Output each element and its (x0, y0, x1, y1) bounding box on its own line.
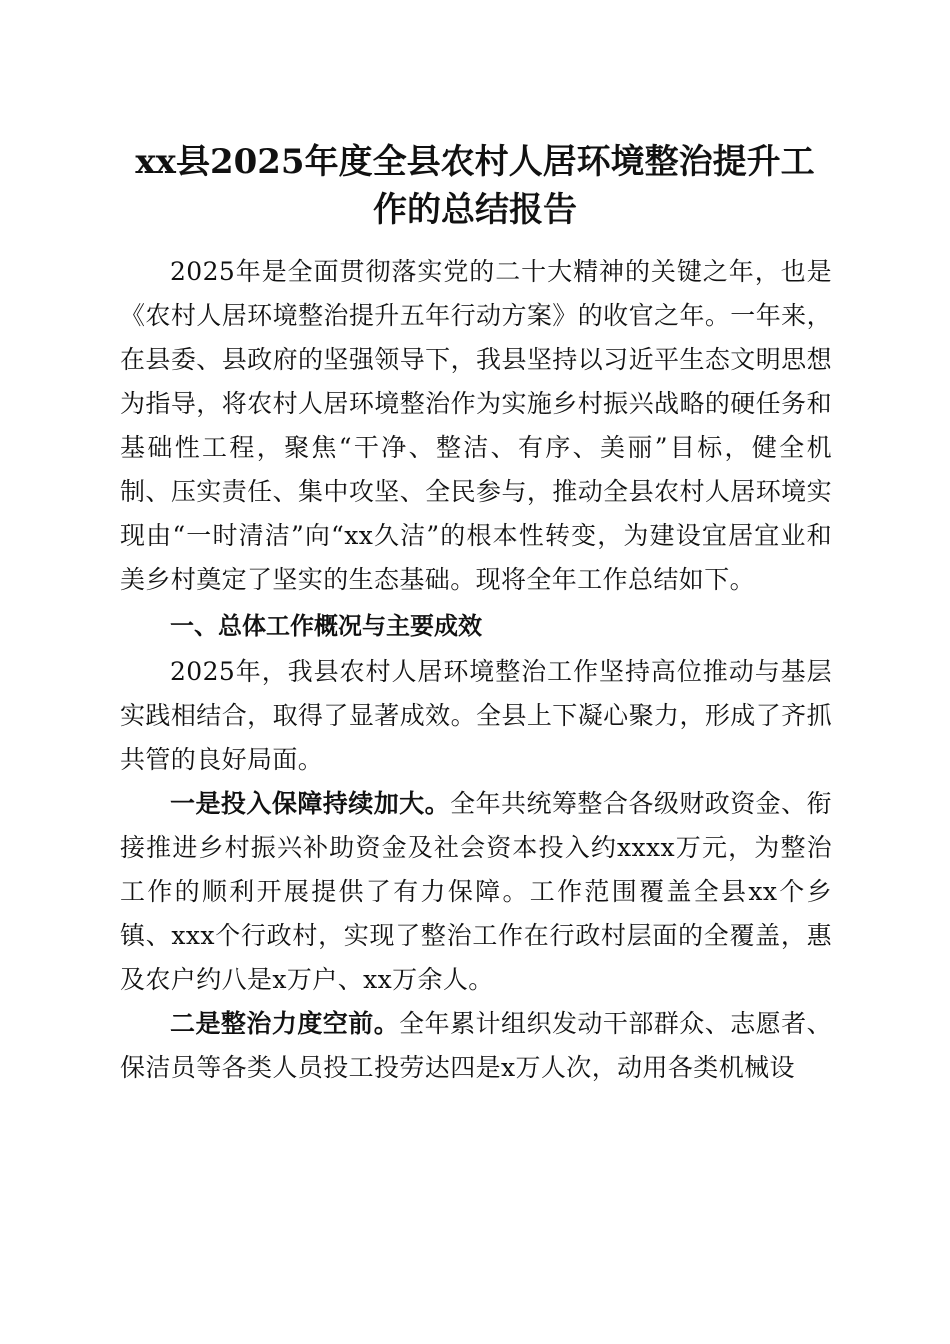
point-1-lead: 一是投入保障持续加大。 (170, 789, 451, 818)
document-title (100, 138, 850, 234)
title-line-1: xx县2025年度全县农村人居环境整治提升工 (135, 142, 815, 182)
section-1-paragraph: 2025年，我县农村人居环境整治工作坚持高位推动与基层实践相结合，取得了显著成效。全县上下凝心聚力，形成了齐抓共管的良好局面。 (120, 657, 832, 774)
section-1-heading: 一、总体工作概况与主要成效 (170, 612, 482, 640)
point-2-lead: 二是整治力度空前。 (170, 1009, 400, 1038)
title-line-2: 作的总结报告 (373, 190, 577, 230)
document-body (120, 250, 832, 1090)
point-1-text: 全年共统筹整合各级财政资金、衔接推进乡村振兴补助资金及社会资本投入约xxxx万元，为整治工作的顺利开展提供了有力保障。工作范围覆盖全县xx个乡镇、xxx个行政村，实现了整治工作在行政村层面的全覆盖，惠及农户约八是x万户、xx万余人。 (120, 789, 832, 994)
intro-paragraph: 2025年是全面贯彻落实党的二十大精神的关键之年，也是《农村人居环境整治提升五年行动方案》的收官之年。一年来，在县委、县政府的坚强领导下，我县坚持以习近平生态文明思想为指导，将农村人居环境整治作为实施乡村振兴战略的硬任务和基础性工程，聚焦“干净、整洁、有序、美丽”目标，健全机制、压实责任、集中攻坚、全民参与，推动全县农村人居环境实现由“一时清洁”向“xx久洁”的根本性转变，为建设宜居宜业和美乡村奠定了坚实的生态基础。现将全年工作总结如下。 (120, 257, 832, 594)
point-1-paragraph (120, 782, 832, 1002)
point-2-text: 全年累计组织发动干部群众、志愿者、保洁员等各类人员投工投劳达四是x万人次，动用各类机械设 (120, 1009, 832, 1082)
point-2-paragraph (120, 1002, 832, 1090)
